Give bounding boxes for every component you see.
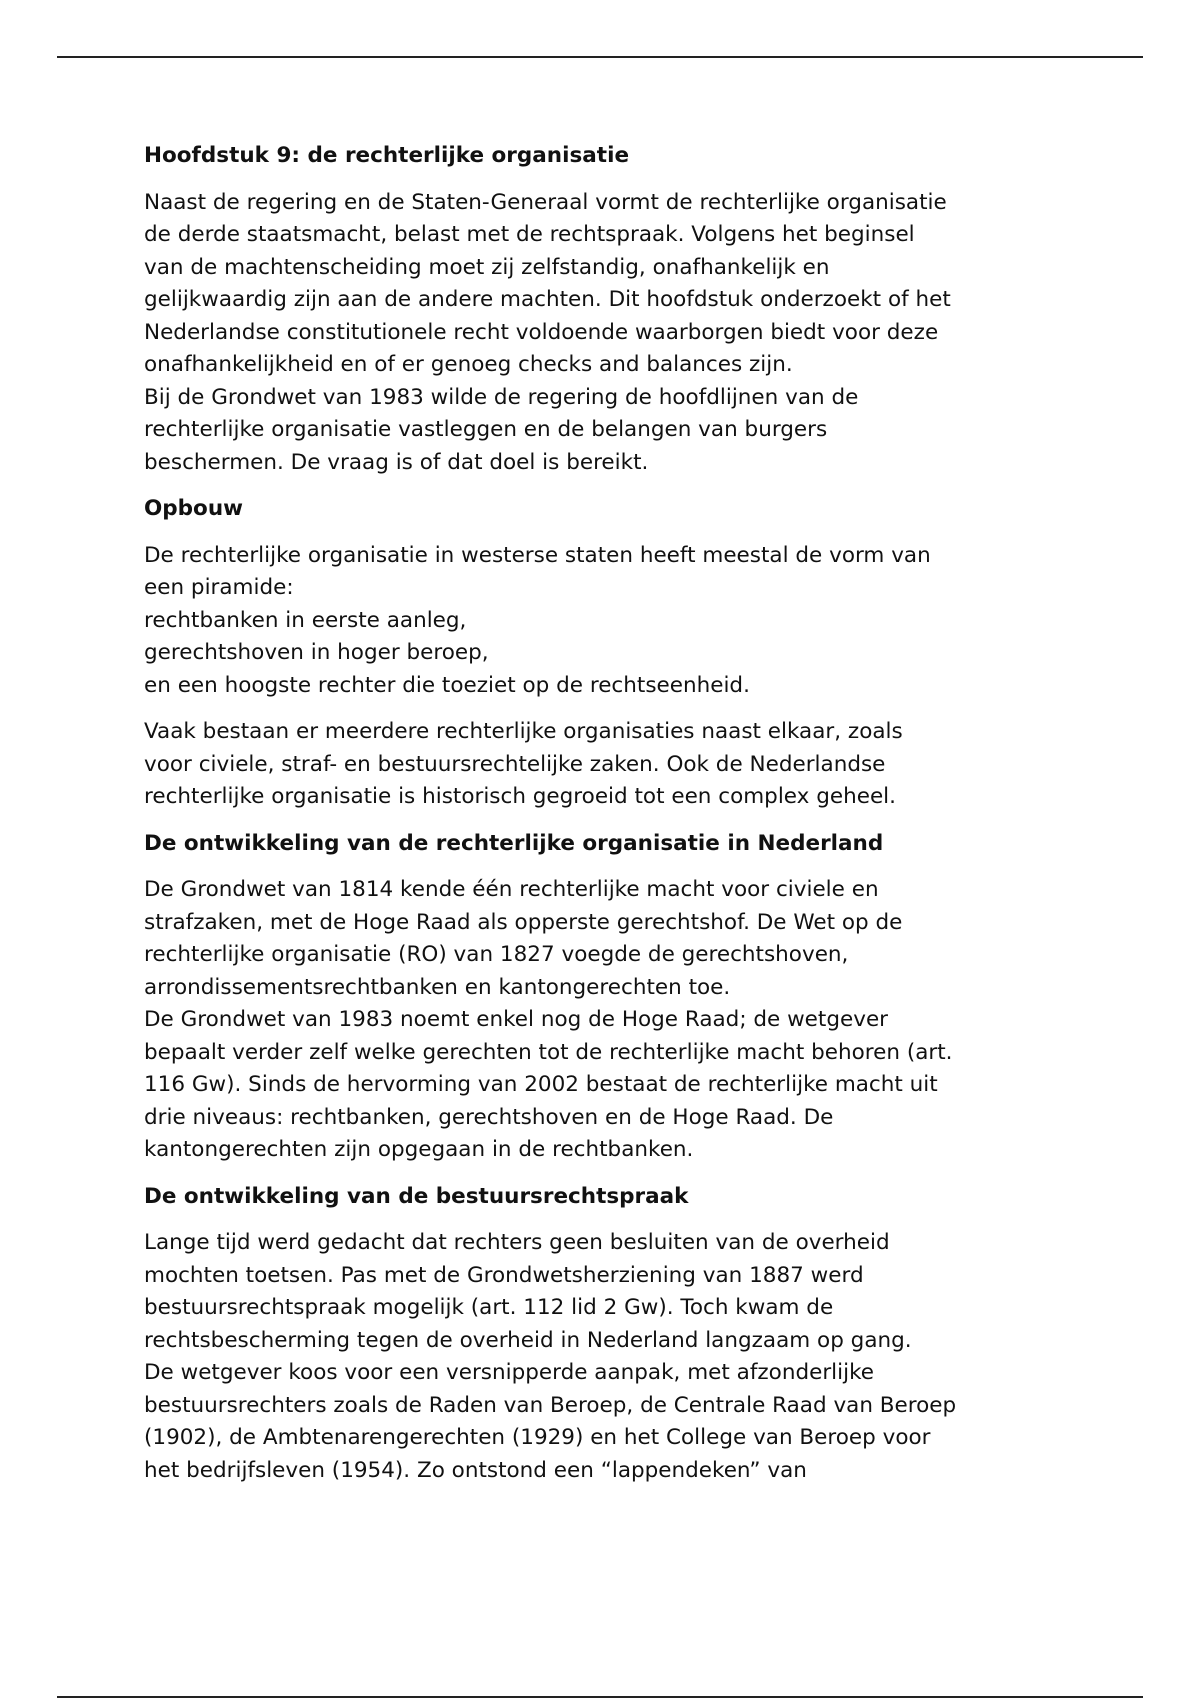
- text-line: kantongerechten zijn opgegaan in de rechtbanken.: [144, 1137, 694, 1162]
- text-line: Lange tijd werd gedacht dat rechters geen besluiten van de overheid: [144, 1230, 890, 1255]
- paragraph: [144, 187, 1084, 480]
- header-rule: [57, 56, 1143, 58]
- text-line: drie niveaus: rechtbanken, gerechtshoven en de Hoge Raad. De: [144, 1104, 834, 1130]
- text-line: rechterlijke organisatie (RO) van 1827 voegde de gerechtshoven,: [144, 942, 849, 967]
- text-line: rechtsbescherming tegen de overheid in Nederland langzaam op gang.: [144, 1327, 912, 1353]
- paragraph: [144, 716, 1084, 814]
- text-line: gerechtshoven in hoger beroep,: [144, 640, 489, 665]
- text-line: gelijkwaardig zijn aan de andere machten. Dit hoofdstuk onderzoekt of het: [144, 287, 951, 312]
- text-line: mochten toetsen. Pas met de Grondwetsherziening van 1887 werd: [144, 1262, 864, 1288]
- text-line: De rechterlijke organisatie in westerse staten heeft meestal de vorm van: [144, 542, 931, 568]
- text-line: bepaalt verder zelf welke gerechten tot de rechterlijke macht behoren (art.: [144, 1039, 953, 1065]
- text-line: (1902), de Ambtenarengerechten (1929) en het College van Beroep voor: [144, 1425, 931, 1450]
- text-line: Nederlandse constitutionele recht voldoende waarborgen biedt voor deze: [144, 319, 939, 345]
- section-opbouw: [144, 493, 1084, 814]
- text-line: rechterlijke organisatie is historisch gegroeid tot een complex geheel.: [144, 784, 896, 809]
- text-line: 116 Gw). Sinds de hervorming van 2002 bestaat de rechterlijke macht uit: [144, 1072, 938, 1097]
- section-heading: De ontwikkeling van de rechterlijke organisatie in Nederland: [144, 830, 884, 856]
- footer-rule: [57, 1696, 1143, 1698]
- paragraph: [144, 874, 1084, 1167]
- section-hoofdstuk-9: [144, 140, 1084, 479]
- text-line: arrondissementsrechtbanken en kantongerechten toe.: [144, 974, 731, 1000]
- text-line: de derde staatsmacht, belast met de rechtspraak. Volgens het beginsel: [144, 222, 915, 247]
- text-line: De wetgever koos voor een versnipperde aanpak, met afzonderlijke: [144, 1360, 875, 1385]
- text-line: bestuursrechtspraak mogelijk (art. 112 lid 2 Gw). Toch kwam de: [144, 1295, 834, 1320]
- text-line: De Grondwet van 1983 noemt enkel nog de Hoge Raad; de wetgever: [144, 1007, 889, 1032]
- text-line: van de machtenscheiding moet zij zelfstandig, onafhankelijk en: [144, 254, 830, 280]
- text-line: en een hoogste rechter die toeziet op de rechtseenheid.: [144, 672, 750, 698]
- text-line: rechterlijke organisatie vastleggen en de belangen van burgers: [144, 417, 828, 442]
- section-heading: De ontwikkeling van de bestuursrechtspraak: [144, 1183, 689, 1209]
- section-ontwikkeling-rechterlijke-organisatie: [144, 828, 1084, 1167]
- paragraph: [144, 1227, 1084, 1487]
- chapter-heading: Hoofdstuk 9: de rechterlijke organisatie: [144, 143, 630, 168]
- text-line: strafzaken, met de Hoge Raad als opperste gerechtshof. De Wet op de: [144, 909, 903, 935]
- text-line: het bedrijfsleven (1954). Zo ontstond een “lappendeken” van: [144, 1457, 807, 1483]
- paragraph: [144, 540, 1084, 703]
- text-line: Bij de Grondwet van 1983 wilde de regering de hoofdlijnen van de: [144, 384, 859, 410]
- text-line: onafhankelijkheid en of er genoeg checks and balances zijn.: [144, 352, 793, 377]
- text-line: rechtbanken in eerste aanleg,: [144, 607, 467, 633]
- text-line: voor civiele, straf- en bestuursrechtelijke zaken. Ook de Nederlandse: [144, 751, 886, 777]
- text-line: een piramide:: [144, 575, 294, 600]
- text-line: De Grondwet van 1814 kende één rechterlijke macht voor civiele en: [144, 877, 879, 902]
- document-body: [144, 140, 1084, 1501]
- section-ontwikkeling-bestuursrechtspraak: [144, 1181, 1084, 1488]
- text-line: beschermen. De vraag is of dat doel is bereikt.: [144, 449, 649, 475]
- section-heading: Opbouw: [144, 496, 243, 521]
- text-line: bestuursrechters zoals de Raden van Beroep, de Centrale Raad van Beroep: [144, 1392, 957, 1418]
- text-line: Naast de regering en de Staten-Generaal vormt de rechterlijke organisatie: [144, 189, 947, 215]
- text-line: Vaak bestaan er meerdere rechterlijke organisaties naast elkaar, zoals: [144, 719, 903, 744]
